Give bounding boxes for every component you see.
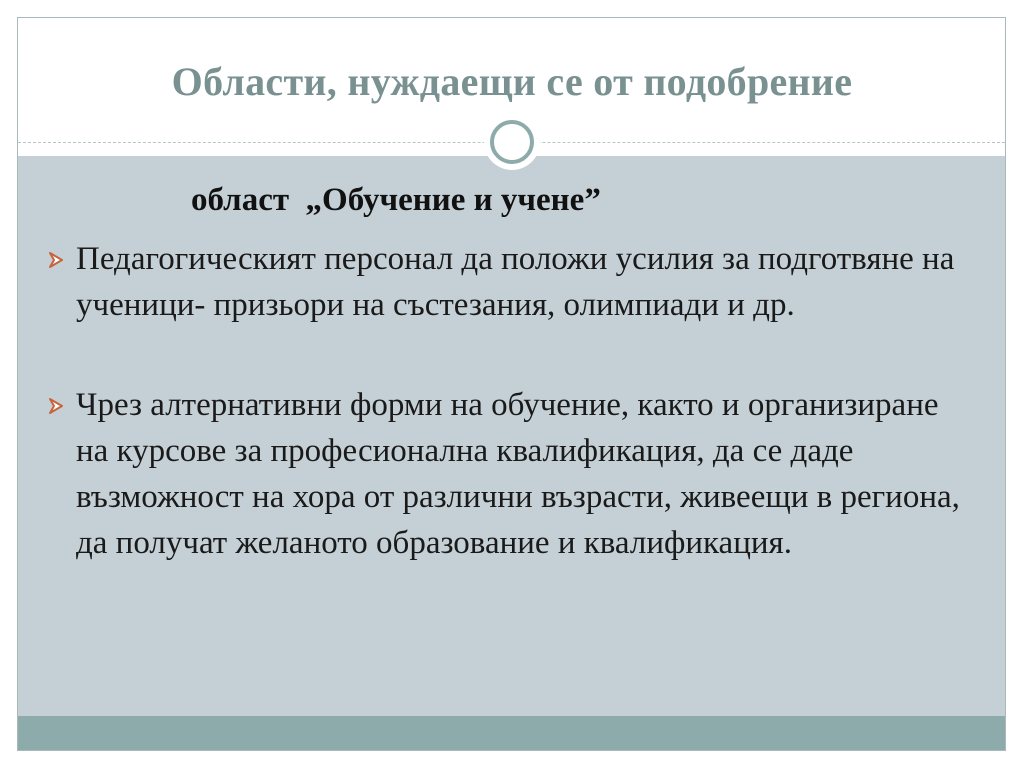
arrow-bullet-icon (46, 250, 66, 270)
section-subtitle: област „Обучение и учене” (191, 182, 601, 218)
bullet-item (46, 236, 966, 328)
ring-icon (490, 120, 534, 164)
slide-title: Области, нуждаещи се от подобрение (171, 59, 853, 104)
footer-bar (18, 716, 1005, 750)
bullet-text: Чрез алтернативни форми на обучение, както и организиране на курсове за професионална квалификация, да се даде възможност на хора от различни възрасти, живеещи в региона, да получат желаното образование и квалификация. (76, 387, 960, 561)
bullet-text: Педагогическият персонал да положи усилия за подготвяне на ученици- призьори на състезания, олимпиади и др. (76, 241, 955, 323)
circle-ornament-icon (484, 114, 540, 170)
bullet-item (46, 382, 966, 566)
arrow-bullet-icon (46, 396, 66, 416)
